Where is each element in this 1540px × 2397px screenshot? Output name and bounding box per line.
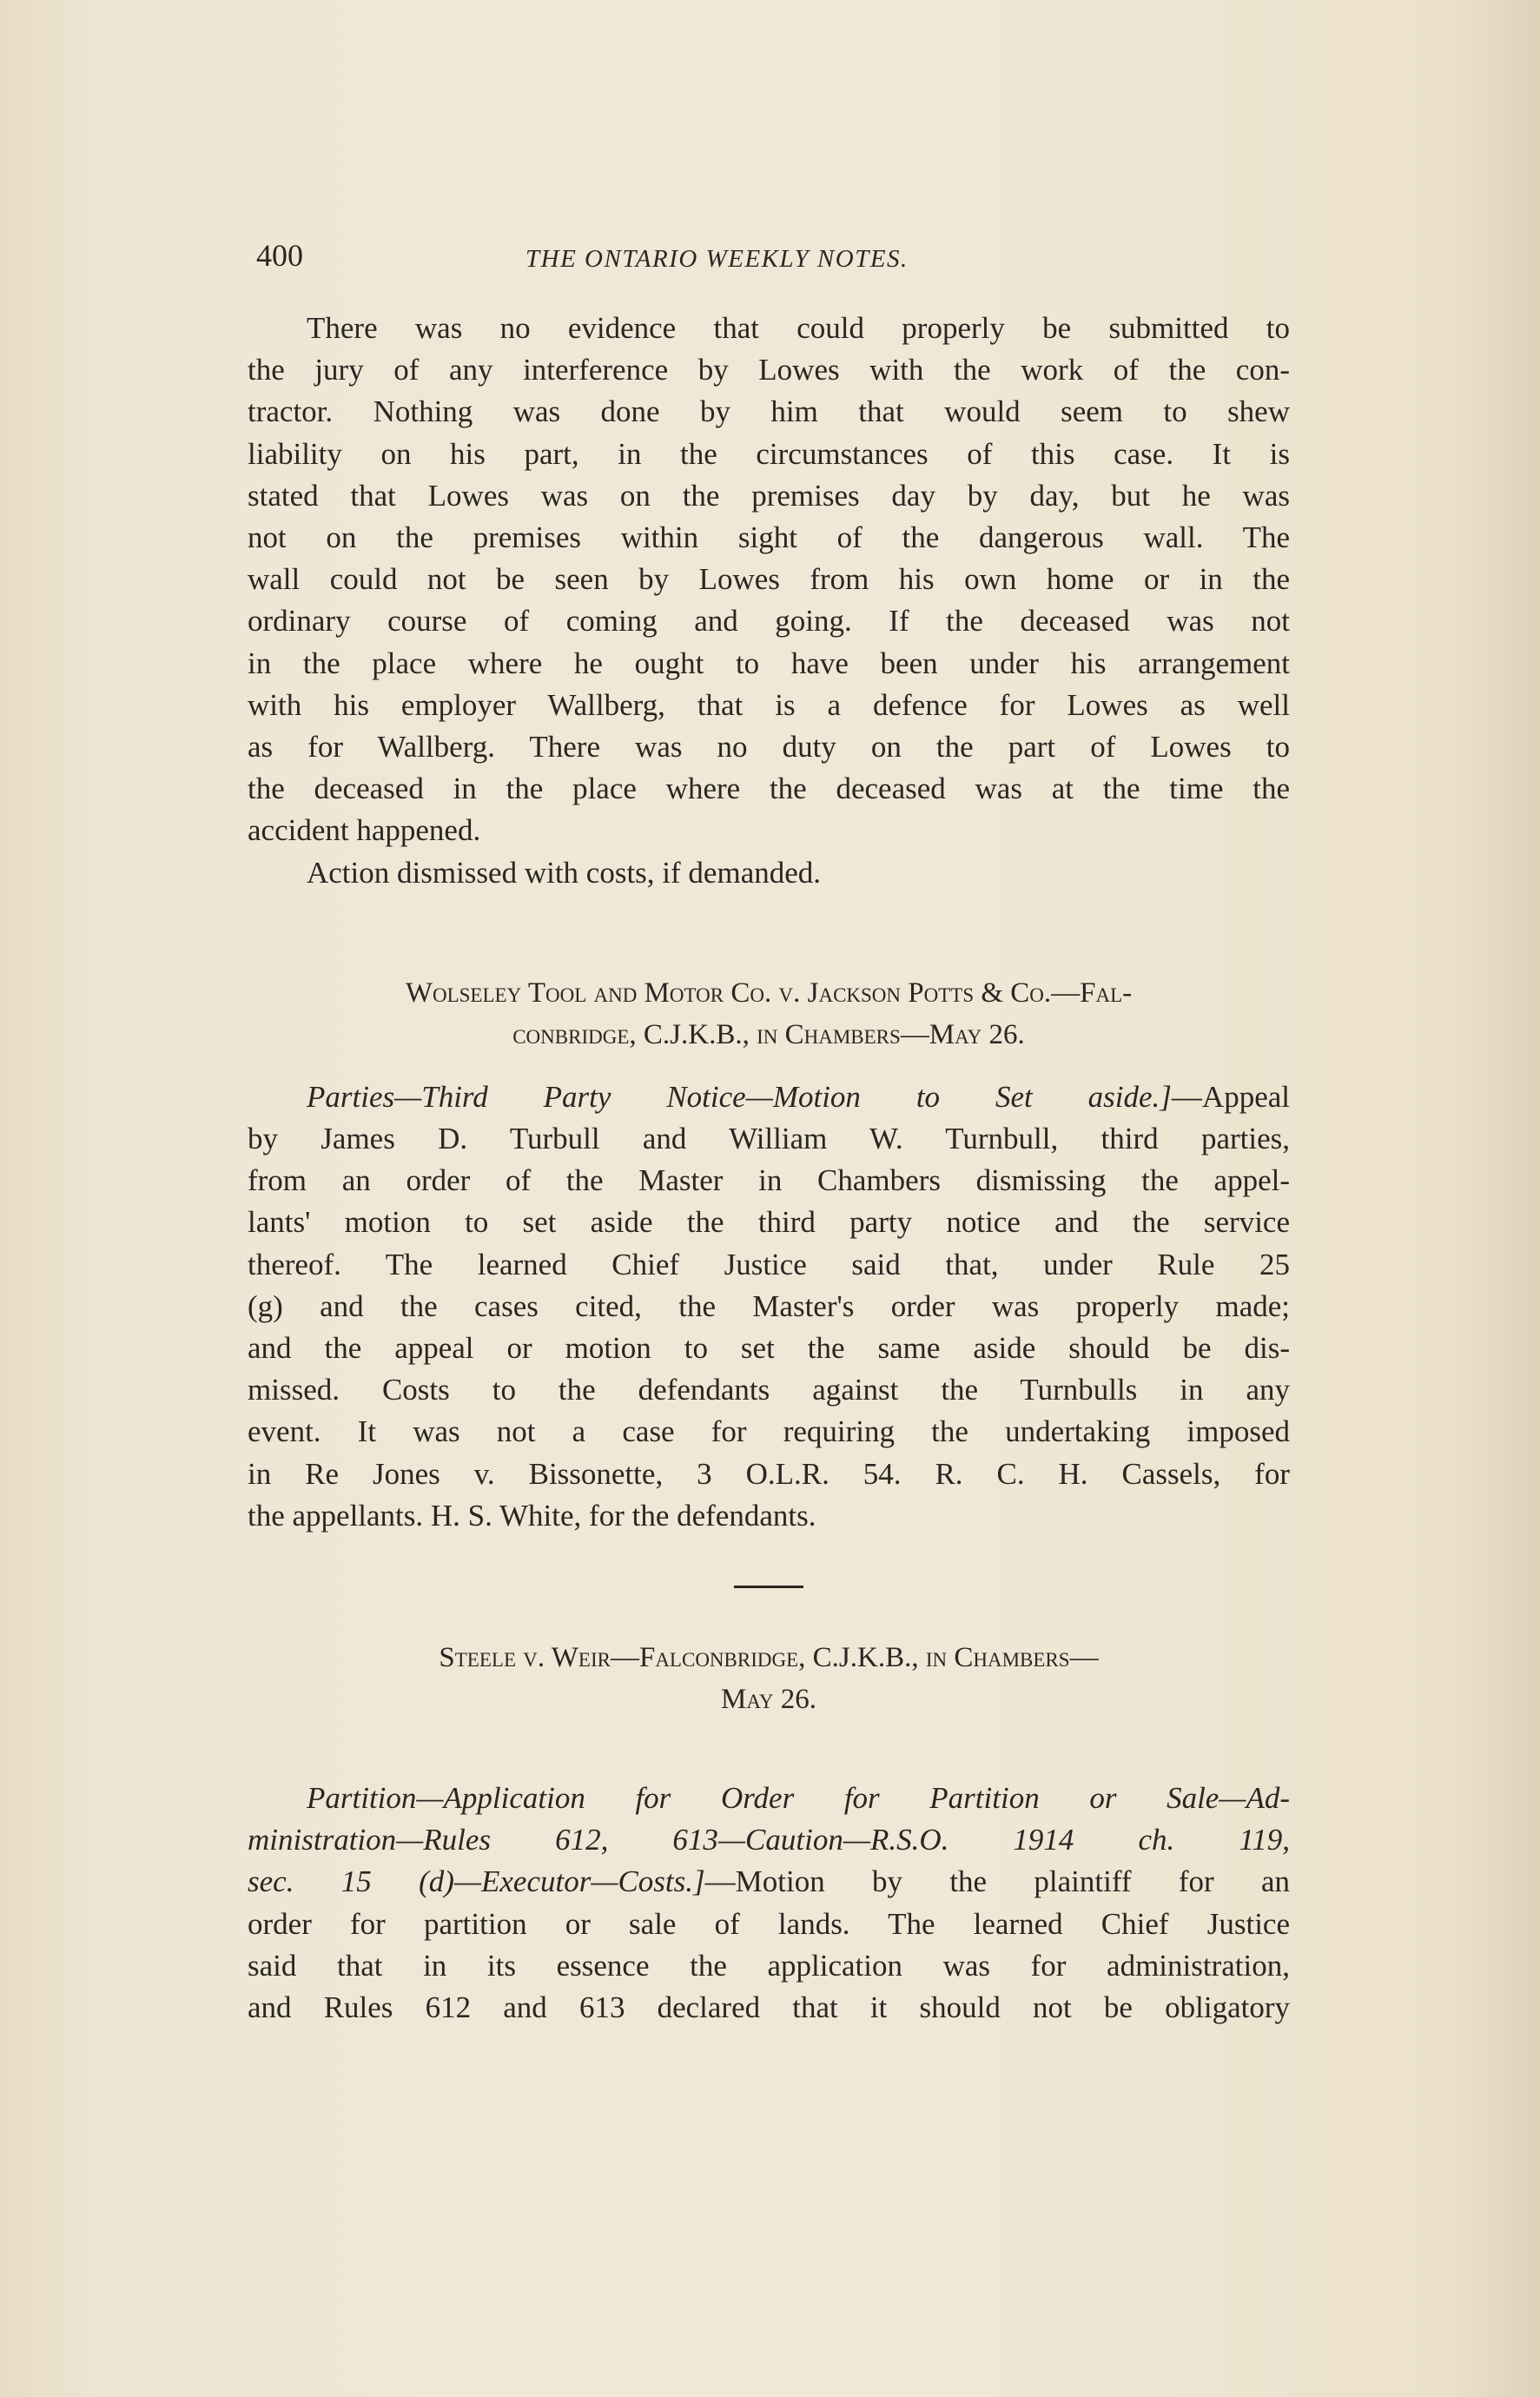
text-line: wall could not be seen by Lowes from his own home or in the (248, 562, 1290, 597)
disposition-line: Action dismissed with costs, if demanded. (307, 855, 822, 890)
case-title-line: May 26. (721, 1684, 816, 1716)
case-1-body (248, 1076, 1290, 1537)
headnote-line (248, 1076, 1290, 1118)
text-line: the deceased in the place where the deceased was at the time the (248, 771, 1290, 806)
headnote: sec. 15 (d)—Executor—Costs.] (248, 1864, 705, 1899)
text-column (248, 235, 1290, 2029)
text-line: (g) and the cases cited, the Master's order was properly made; (248, 1288, 1290, 1323)
text-line: the jury of any interference by Lowes with the work of the con- (248, 353, 1290, 387)
text-line: said that in its essence the application was for administration, (248, 1948, 1290, 1983)
page-number: 400 (256, 238, 303, 273)
headnote-rest: —Appeal (1171, 1079, 1290, 1114)
text-line: thereof. The learned Chief Justice said that, under Rule 25 (248, 1247, 1290, 1281)
running-head: THE ONTARIO WEEKLY NOTES. (525, 245, 909, 273)
text-line: event. It was not a case for requiring the undertaking imposed (248, 1414, 1290, 1449)
text-line: ordinary course of coming and going. If the deceased was not (248, 604, 1290, 639)
text-line: stated that Lowes was on the premises day by day, but he was (248, 478, 1290, 513)
text-line: as for Wallberg. There was no duty on the part of Lowes to (248, 730, 1290, 765)
headnote: Parties—Third Party Notice—Motion to Set aside.] (307, 1079, 1172, 1114)
case-2-body (248, 1778, 1290, 2029)
headnote-line: ministration—Rules 612, 613—Caution—R.S.O. 1914 ch. 119, (248, 1823, 1290, 1857)
text-line: in Re Jones v. Bissonette, 3 O.L.R. 54. R. C. H. Cassels, for (248, 1456, 1290, 1491)
paragraph-1 (248, 308, 1290, 852)
text-line: missed. Costs to the defendants against the Turnbulls in any (248, 1373, 1290, 1407)
headnote-line (248, 1861, 1290, 1903)
page-header (248, 235, 1290, 287)
case-title-1 (248, 972, 1290, 1056)
headnote-line: Partition—Application for Order for Partition or Sale—Ad- (307, 1781, 1290, 1816)
text-line: order for partition or sale of lands. The learned Chief Justice (248, 1906, 1290, 1941)
text-line: in the place where he ought to have been under his arrangement (248, 646, 1290, 680)
text-line: liability on his part, in the circumstances of this case. It is (248, 436, 1290, 471)
text-line: accident happened. (248, 813, 481, 848)
case-title-2 (248, 1637, 1290, 1720)
text-line: and the appeal or motion to set the same aside should be dis- (248, 1331, 1290, 1366)
text-line: tractor. Nothing was done by him that would seem to shew (248, 394, 1290, 429)
text-line: with his employer Wallberg, that is a defence for Lowes as well (248, 687, 1290, 722)
text-line: not on the premises within sight of the dangerous wall. The (248, 520, 1290, 555)
case-title-line: Steele v. Weir—Falconbridge, C.J.K.B., in Chambers— (439, 1642, 1099, 1674)
text-line: There was no evidence that could properly be submitted to (307, 311, 1290, 345)
text-line: lants' motion to set aside the third party notice and the service (248, 1205, 1290, 1240)
headnote-rest: —Motion by the plaintiff for an (704, 1864, 1290, 1899)
text-line: the appellants. H. S. White, for the defendants. (248, 1498, 816, 1533)
text-line: and Rules 612 and 613 declared that it should not be obligatory (248, 1990, 1290, 2025)
case-title-line: Wolseley Tool and Motor Co. v. Jackson Potts & Co.—Fal- (405, 977, 1133, 1009)
text-line: by James D. Turbull and William W. Turnbull, third parties, (248, 1122, 1290, 1156)
case-title-line: conbridge, C.J.K.B., in Chambers—May 26. (512, 1018, 1025, 1050)
text-line: from an order of the Master in Chambers dismissing the appel- (248, 1163, 1290, 1198)
